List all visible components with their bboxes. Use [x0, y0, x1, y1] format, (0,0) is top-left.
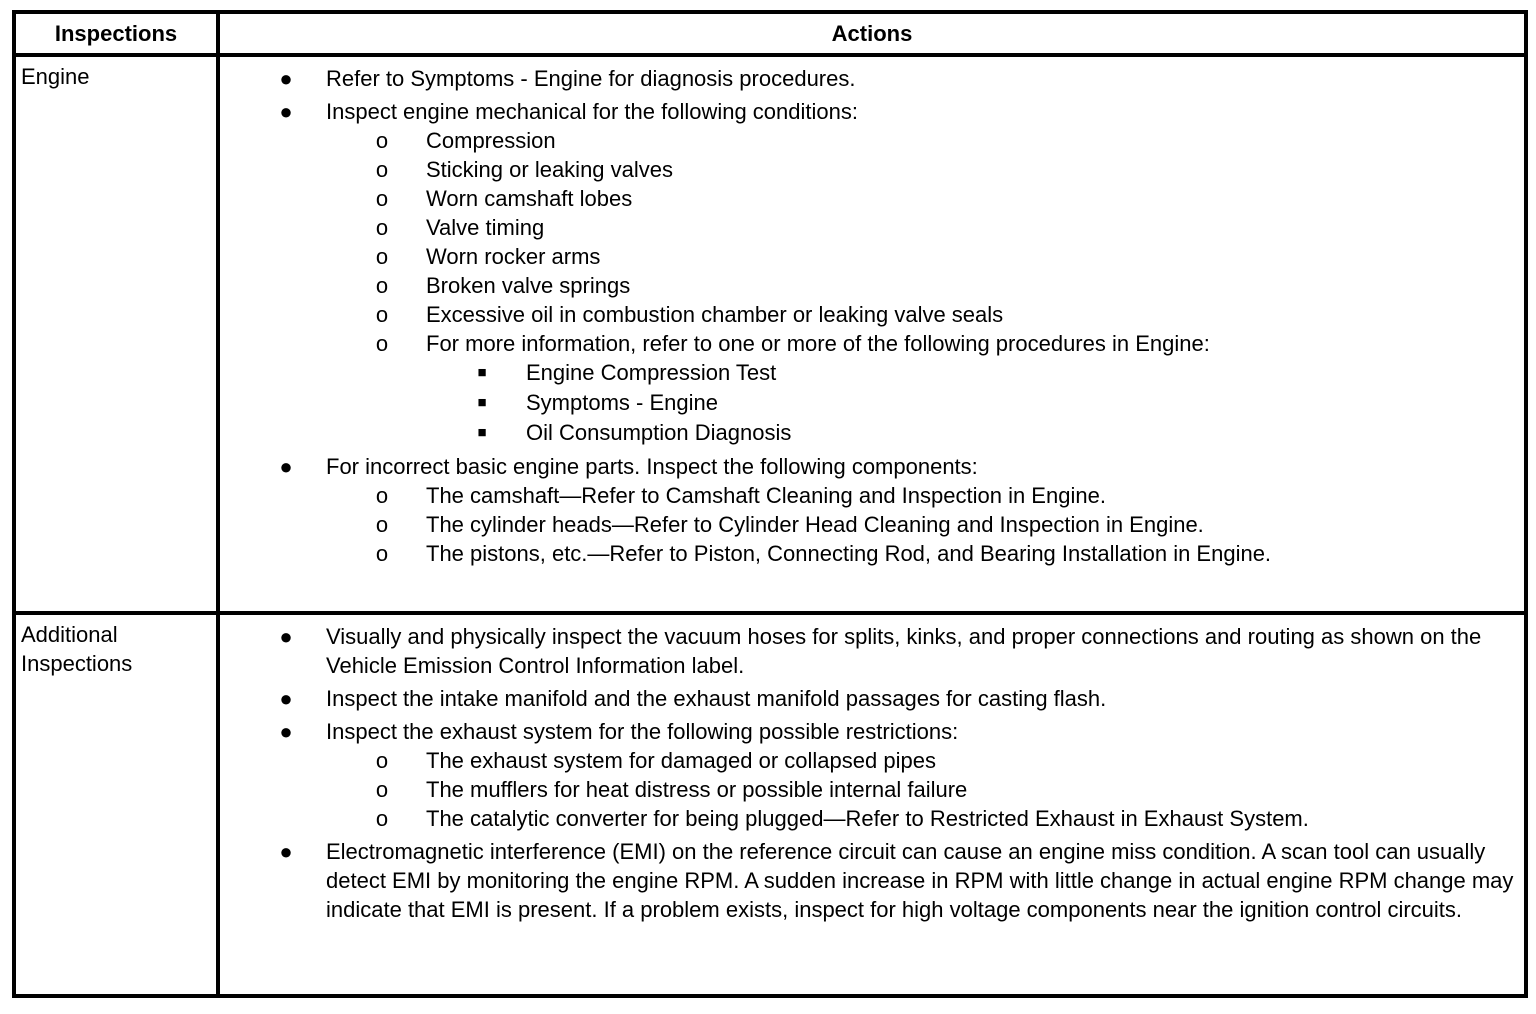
bullet-icon: ●	[279, 839, 293, 864]
action-list	[220, 622, 1524, 924]
procedure-item: ■ Oil Consumption Diagnosis	[426, 418, 1520, 448]
sub-list-item: o Compression	[326, 126, 1520, 155]
row-label-additional-inspections	[21, 620, 211, 678]
list-item: ● Inspect the exhaust system for the following possible restrictions: o The exhaust system for damaged or collapsed pipes o The mufflers for heat distress or possible internal failure o The catalytic converter for being plugged—Refer to Restricted Exhaust in Exhaust System.	[220, 717, 1524, 833]
circle-bullet-icon: o	[375, 273, 389, 298]
sub-list-item: o Sticking or leaking valves	[326, 155, 1520, 184]
circle-bullet-icon: o	[375, 128, 389, 153]
row-label-engine	[21, 62, 211, 91]
bullet-icon: ●	[279, 686, 293, 711]
list-item: ● Electromagnetic interference (EMI) on the reference circuit can cause an engine miss condition. A scan tool can usually detect EMI by monitoring the engine RPM. A sudden increase in RPM with little change in actual engine RPM change may indicate that EMI is present. If a problem exists, inspect for high voltage components near the ignition control circuits.	[220, 837, 1524, 924]
inspection-table	[12, 10, 1528, 998]
sub-list-item: o The pistons, etc.—Refer to Piston, Connecting Rod, and Bearing Installation in Engine.	[326, 539, 1520, 568]
sub-list-item: o Broken valve springs	[326, 271, 1520, 300]
sub-list-item: o For more information, refer to one or more of the following procedures in Engine: ■ Engine Compression Test ■ Symptoms - Engine ■ Oil Consumption Diagnosis	[326, 329, 1520, 448]
circle-bullet-icon: o	[375, 157, 389, 182]
bullet-icon: ●	[279, 66, 293, 91]
sub-list-item: o The cylinder heads—Refer to Cylinder Head Cleaning and Inspection in Engine.	[326, 510, 1520, 539]
list-item: ● Inspect the intake manifold and the exhaust manifold passages for casting flash.	[220, 684, 1524, 713]
procedure-item: ■ Symptoms - Engine	[426, 388, 1520, 418]
header-divider	[16, 53, 1524, 57]
circle-bullet-icon: o	[375, 331, 389, 356]
circle-bullet-icon: o	[375, 806, 389, 831]
square-bullet-icon: ■	[477, 364, 487, 381]
circle-bullet-icon: o	[375, 244, 389, 269]
procedure-item: ■ Engine Compression Test	[426, 358, 1520, 388]
row-label-text: Engine	[21, 64, 90, 89]
bullet-icon: ●	[279, 99, 293, 124]
sub-sub-list	[426, 358, 1520, 448]
sub-list	[326, 746, 1520, 833]
square-bullet-icon: ■	[477, 394, 487, 411]
row-label-text: Additional Inspections	[21, 622, 133, 676]
circle-bullet-icon: o	[375, 541, 389, 566]
sub-list-item: o The camshaft—Refer to Camshaft Cleaning and Inspection in Engine.	[326, 481, 1520, 510]
circle-bullet-icon: o	[375, 215, 389, 240]
header-actions: Actions	[831, 21, 913, 46]
circle-bullet-icon: o	[375, 186, 389, 211]
sub-list-item: o Excessive oil in combustion chamber or leaking valve seals	[326, 300, 1520, 329]
sub-list-item: o Valve timing	[326, 213, 1520, 242]
sub-list	[326, 126, 1520, 448]
circle-bullet-icon: o	[375, 748, 389, 773]
row-divider	[16, 611, 1524, 615]
sub-list-item: o Worn rocker arms	[326, 242, 1520, 271]
list-item: ● Visually and physically inspect the vacuum hoses for splits, kinks, and proper connections and routing as shown on the Vehicle Emission Control Information label.	[220, 622, 1524, 680]
list-item: ● Refer to Symptoms - Engine for diagnosis procedures.	[220, 64, 1524, 93]
sub-list-item: o The catalytic converter for being plugged—Refer to Restricted Exhaust in Exhaust System.	[326, 804, 1520, 833]
list-item: ● Inspect engine mechanical for the following conditions: o Compression o Sticking or leaking valves o Worn camshaft lobes o Valve timing o Worn rocker arms o Broken valve springs o Excessive oil in combustion chamber or leaking valve seals o For more information, refer to one or more of the following procedures in Engine: ■ Engine Compression Test ■ Symptoms - Engine ■ Oil Consumption Diagnosis	[220, 97, 1524, 448]
sub-list-item: o The exhaust system for damaged or collapsed pipes	[326, 746, 1520, 775]
header-inspections: Inspections	[54, 21, 178, 46]
circle-bullet-icon: o	[375, 302, 389, 327]
sub-list-item: o The mufflers for heat distress or possible internal failure	[326, 775, 1520, 804]
sub-list-item: o Worn camshaft lobes	[326, 184, 1520, 213]
circle-bullet-icon: o	[375, 777, 389, 802]
square-bullet-icon: ■	[477, 424, 487, 441]
action-list	[220, 64, 1524, 568]
circle-bullet-icon: o	[375, 512, 389, 537]
actions-engine	[220, 64, 1524, 568]
list-item: ● For incorrect basic engine parts. Inspect the following components: o The camshaft—Refer to Camshaft Cleaning and Inspection in Engine. o The cylinder heads—Refer to Cylinder Head Cleaning and Inspection in Engine. o The pistons, etc.—Refer to Piston, Connecting Rod, and Bearing Installation in Engine.	[220, 452, 1524, 568]
bullet-icon: ●	[279, 719, 293, 744]
circle-bullet-icon: o	[375, 483, 389, 508]
bullet-icon: ●	[279, 454, 293, 479]
actions-additional-inspections	[220, 622, 1524, 924]
bullet-icon: ●	[279, 624, 293, 649]
sub-list	[326, 481, 1520, 568]
